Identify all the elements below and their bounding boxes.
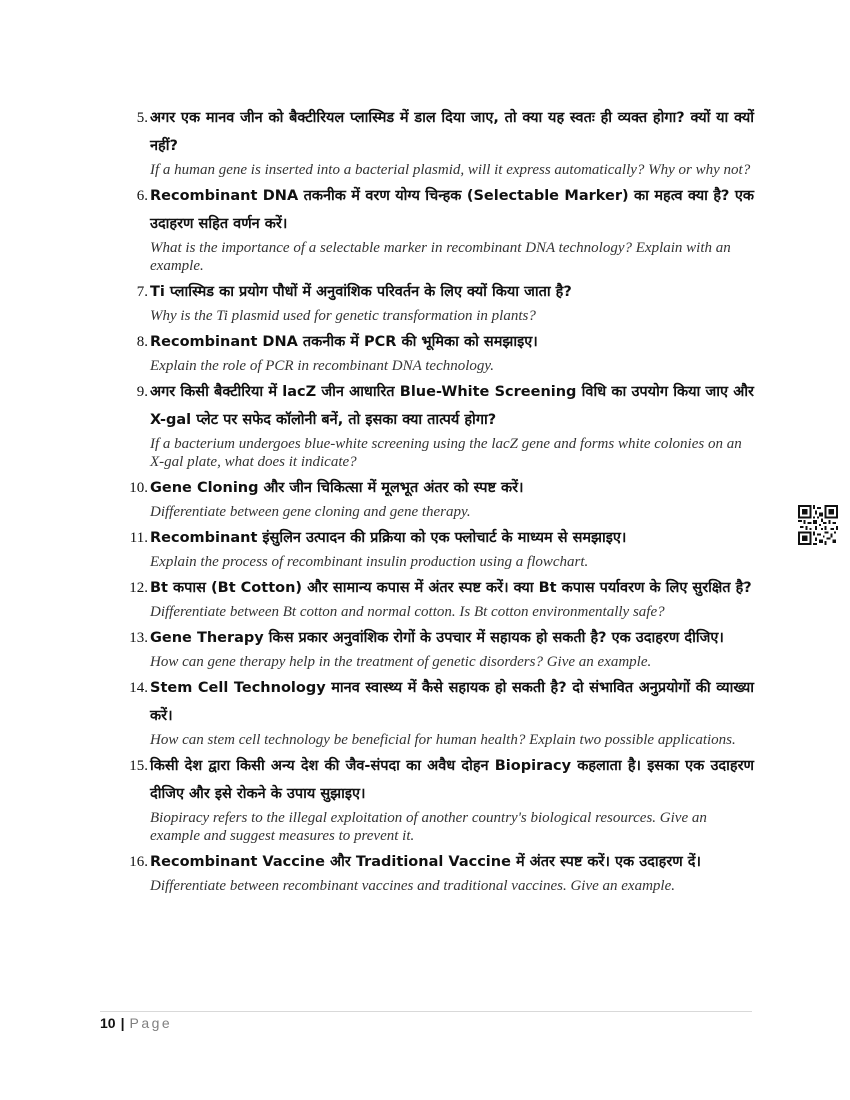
question-hindi: Recombinant Vaccine और Traditional Vaccine में अंतर स्पष्ट करें। एक उदाहरण दें। [150, 854, 701, 870]
question-hindi: Stem Cell Technology मानव स्वास्थ्य में कैसे सहायक हो सकती है? दो संभावित अनुप्रयोगों की व्याख्या करें। [150, 680, 754, 724]
question-item [118, 574, 754, 621]
question-number: 13. [129, 630, 148, 646]
question-english: If a human gene is inserted into a bacterial plasmid, will it express automatically? Why or why not? [150, 162, 751, 178]
question-english: Differentiate between gene cloning and gene therapy. [150, 504, 471, 520]
question-number: 11. [129, 530, 148, 546]
question-english: Explain the process of recombinant insulin production using a flowchart. [150, 554, 589, 570]
question-item [118, 328, 754, 375]
question-number: 15. [129, 758, 148, 774]
question-item [118, 278, 754, 325]
qr-code-icon[interactable] [798, 505, 838, 545]
question-english: How can stem cell technology be beneficial for human health? Explain two possible applications. [150, 732, 736, 748]
question-hindi: Recombinant DNA तकनीक में PCR की भूमिका को समझाइए। [150, 334, 538, 350]
question-list [118, 104, 754, 898]
question-item [118, 524, 754, 571]
question-number: 6. [136, 188, 148, 204]
question-number: 8. [136, 334, 148, 350]
page-label: Page [129, 1015, 173, 1031]
question-item [118, 624, 754, 671]
question-number: 9. [136, 384, 148, 400]
question-number: 5. [136, 110, 148, 126]
question-hindi: Gene Therapy किस प्रकार अनुवांशिक रोगों के उपचार में सहायक हो सकती है? एक उदाहरण दीजिए। [150, 630, 724, 646]
page-number: 10 [100, 1015, 116, 1031]
question-hindi: Recombinant इंसुलिन उत्पादन की प्रक्रिया को एक फ्लोचार्ट के माध्यम से समझाइए। [150, 530, 627, 546]
question-number: 12. [129, 580, 148, 596]
question-item [118, 752, 754, 845]
question-english: Why is the Ti plasmid used for genetic transformation in plants? [150, 308, 536, 324]
question-english: What is the importance of a selectable marker in recombinant DNA technology? Explain with an example. [150, 240, 731, 274]
footer-separator: | [120, 1015, 125, 1031]
question-english: Biopiracy refers to the illegal exploitation of another country's biological resources. Give an example and suggest measures to prevent it. [150, 810, 707, 844]
question-item [118, 182, 754, 275]
question-item [118, 674, 754, 749]
question-english: How can gene therapy help in the treatment of genetic disorders? Give an example. [150, 654, 652, 670]
question-hindi: अगर किसी बैक्टीरिया में lacZ जीन आधारित Blue-White Screening विधि का उपयोग किया जाए और X-gal प्लेट पर सफेद कॉलोनी बनें, तो इसका क्या तात्पर्य होगा? [150, 384, 754, 428]
question-number: 16. [129, 854, 148, 870]
question-hindi: Gene Cloning और जीन चिकित्सा में मूलभूत अंतर को स्पष्ट करें। [150, 480, 524, 496]
question-item [118, 474, 754, 521]
question-english: Differentiate between recombinant vaccines and traditional vaccines. Give an example. [150, 878, 675, 894]
question-hindi: किसी देश द्वारा किसी अन्य देश की जैव-संपदा का अवैध दोहन Biopiracy कहलाता है। इसका एक उदाहरण दीजिए और इसे रोकने के उपाय सुझाइए। [150, 758, 754, 802]
question-number: 7. [136, 284, 148, 300]
page-footer [100, 1011, 752, 1031]
question-hindi: अगर एक मानव जीन को बैक्टीरियल प्लास्मिड में डाल दिया जाए, तो क्या यह स्वतः ही व्यक्त होगा? क्यों या क्यों नहीं? [150, 110, 754, 154]
question-hindi: Ti प्लास्मिड का प्रयोग पौधों में अनुवांशिक परिवर्तन के लिए क्यों किया जाता है? [150, 284, 572, 300]
question-english: If a bacterium undergoes blue-white screening using the lacZ gene and forms white colonies on an X-gal plate, what does it indicate? [150, 436, 742, 470]
question-number: 14. [129, 680, 148, 696]
question-hindi: Recombinant DNA तकनीक में वरण योग्य चिन्हक (Selectable Marker) का महत्व क्या है? एक उदाहरण सहित वर्णन करें। [150, 188, 754, 232]
question-english: Explain the role of PCR in recombinant DNA technology. [150, 358, 494, 374]
question-item [118, 378, 754, 471]
question-item [118, 848, 754, 895]
question-item [118, 104, 754, 179]
question-english: Differentiate between Bt cotton and normal cotton. Is Bt cotton environmentally safe? [150, 604, 665, 620]
question-number: 10. [129, 480, 148, 496]
question-hindi: Bt कपास (Bt Cotton) और सामान्य कपास में अंतर स्पष्ट करें। क्या Bt कपास पर्यावरण के लिए सुरक्षित है? [150, 580, 752, 596]
